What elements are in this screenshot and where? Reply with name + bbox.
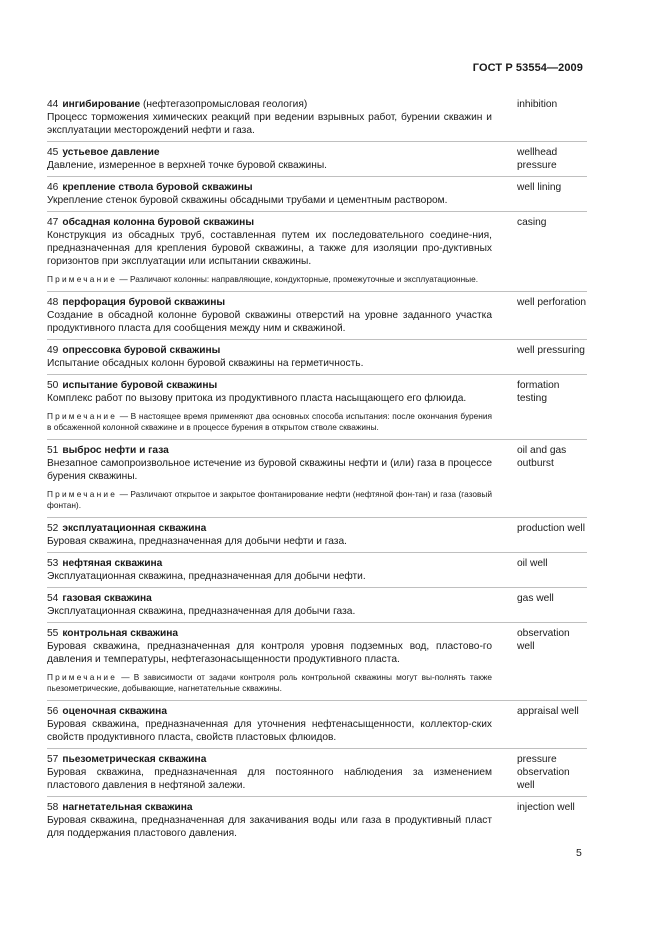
term-name: выброс нефти и газа <box>62 444 169 456</box>
term-english: well pressuring <box>517 344 585 356</box>
term-english: oil well <box>517 557 548 569</box>
term-name: оценочная скважина <box>62 705 167 717</box>
note-text: — В настоящее время применяют два основных способа испытания: после окончания бурения в обсаженной колонной скважине и в процессе бурения в открытом стволе скважины. <box>47 410 492 432</box>
note-text: — В зависимости от задачи контроля роль контрольной скважины могут вы-полнять также пьезометрические, добывающие, нагнетательные скважины. <box>47 671 492 693</box>
term-definition: Конструкция из обсадных труб, составленная путем их последовательного соедине-ния, предназначенная для крепления буровой скважины, а также для изоляции про-дуктивных горизонтов при эксплуатации или испытании скважины. <box>47 230 492 267</box>
term-note <box>47 274 492 286</box>
term-english: observation well <box>517 627 570 652</box>
term-number: 52 <box>47 522 59 534</box>
term-heading <box>47 379 492 392</box>
term-definition: Буровая скважина, предназначенная для добычи нефти и газа. <box>47 535 347 547</box>
term-ru-block <box>47 753 492 792</box>
term-ru-block <box>47 146 492 172</box>
term-definition: Процесс торможения химических реакций при ведении взрывных работ, бурении скважин и эксплуатации месторождений нефти и газа. <box>47 112 492 136</box>
term-english: well perforation <box>517 296 587 308</box>
term-entry <box>47 705 587 749</box>
term-number: 48 <box>47 296 59 308</box>
term-entry <box>47 344 587 375</box>
term-number: 49 <box>47 344 59 356</box>
term-definition: Укрепление стенок буровой скважины обсадными трубами и цементным раствором. <box>47 195 448 206</box>
term-heading <box>47 216 492 229</box>
term-ru-block <box>47 344 492 370</box>
term-definition: Внезапное самопроизвольное истечение из буровой скважины нефти и (или) газа в процессе бурения скважины. <box>47 457 492 482</box>
term-entry <box>47 592 587 623</box>
page-number: 5 <box>576 847 582 859</box>
term-ru-block <box>47 801 492 840</box>
term-english: production well <box>517 522 585 534</box>
term-heading <box>47 705 492 718</box>
term-entry <box>47 146 587 177</box>
term-heading <box>47 522 492 535</box>
term-ru-block <box>47 627 492 696</box>
term-definition: Комплекс работ по вызову притока из продуктивного пласта насыщающего его флюида. <box>47 392 467 404</box>
term-name: опрессовка буровой скважины <box>62 344 221 356</box>
term-name: пьезометрическая скважина <box>62 753 207 765</box>
term-definition: Буровая скважина, предназначенная для уточнения нефтенасыщенности, коллектор-ских свойств продуктивного пласта, свойств пластовых флюидов. <box>47 718 492 743</box>
term-definition: Буровая скважина, предназначенная для контроля уровня подземных вод, пластово-го давления и температуры, нефтегазонасыщенности продуктивного пласта. <box>47 640 492 665</box>
term-number: 58 <box>47 801 59 813</box>
term-name: перфорация буровой скважины <box>62 296 226 308</box>
term-name: нагнетательная скважина <box>62 801 193 813</box>
term-number: 44 <box>47 99 59 110</box>
term-number: 51 <box>47 444 59 456</box>
note-label: Примечание <box>47 488 118 499</box>
term-entry <box>47 379 587 440</box>
term-number: 46 <box>47 182 59 193</box>
term-english: appraisal well <box>517 705 579 717</box>
term-entry <box>47 557 587 588</box>
term-english: well lining <box>517 182 562 193</box>
term-name: контрольная скважина <box>62 627 179 639</box>
term-definition: Испытание обсадных колонн буровой скважины на герметичность. <box>47 357 364 369</box>
term-number: 50 <box>47 379 59 391</box>
term-number: 56 <box>47 705 59 717</box>
term-heading <box>47 557 492 570</box>
term-heading <box>47 181 492 194</box>
term-english: formation testing <box>517 379 560 404</box>
note-text: — Различают открытое и закрытое фонтанирование нефти (нефтяной фон-тан) и газа (газовый фонтан). <box>47 488 492 510</box>
term-number: 45 <box>47 147 59 158</box>
term-entry <box>47 627 587 701</box>
term-entry <box>47 98 587 142</box>
term-heading <box>47 592 492 605</box>
term-heading <box>47 444 492 457</box>
term-heading <box>47 296 492 309</box>
note-label: Примечание <box>47 410 118 421</box>
term-name: нефтяная скважина <box>62 557 163 569</box>
term-number: 55 <box>47 627 59 639</box>
term-note <box>47 489 492 512</box>
term-ru-block <box>47 557 492 583</box>
term-name: газовая скважина <box>62 592 152 604</box>
term-definition: Эксплуатационная скважина, предназначенная для добычи нефти. <box>47 570 366 582</box>
term-ru-block <box>47 296 492 335</box>
term-definition: Эксплуатационная скважина, предназначенная для добычи газа. <box>47 605 356 617</box>
term-number: 54 <box>47 592 59 604</box>
term-english: gas well <box>517 592 554 604</box>
term-name: ингибирование <box>62 99 141 110</box>
term-english: injection well <box>517 801 575 813</box>
term-definition: Буровая скважина, предназначенная для постоянного наблюдения за изменением пластового давления в нефтяной залежи. <box>47 766 492 791</box>
note-label: Примечание <box>47 274 118 284</box>
term-number: 53 <box>47 557 59 569</box>
term-english: oil and gas outburst <box>517 444 567 469</box>
term-name: крепление ствола буровой скважины <box>62 182 253 193</box>
term-ru-block <box>47 216 492 287</box>
term-entry <box>47 753 587 797</box>
term-english: inhibition <box>517 99 558 110</box>
term-heading <box>47 627 492 640</box>
term-name: эксплуатационная скважина <box>62 522 207 534</box>
term-ru-block <box>47 181 492 207</box>
term-english: wellhead pressure <box>517 147 558 171</box>
term-name: обсадная колонна буровой скважины <box>62 217 255 228</box>
term-qualifier: (нефтегазопромысловая геология) <box>140 99 308 110</box>
term-number: 57 <box>47 753 59 765</box>
term-english: pressure observation well <box>517 753 570 791</box>
terms-list <box>47 98 587 848</box>
term-entry <box>47 522 587 553</box>
term-note <box>47 672 492 695</box>
term-ru-block <box>47 444 492 513</box>
document-code: ГОСТ Р 53554—2009 <box>472 62 583 74</box>
term-heading <box>47 344 492 357</box>
term-definition: Буровая скважина, предназначенная для закачивания воды или газа в продуктивный пласт для поддержания пластового давления. <box>47 814 492 839</box>
term-heading <box>47 753 492 766</box>
term-heading <box>47 801 492 814</box>
term-note <box>47 411 492 434</box>
term-ru-block <box>47 592 492 618</box>
term-name: устьевое давление <box>62 147 160 158</box>
term-entry <box>47 296 587 340</box>
term-entry <box>47 444 587 518</box>
term-ru-block <box>47 705 492 744</box>
term-ru-block <box>47 98 492 137</box>
term-entry <box>47 216 587 292</box>
term-heading <box>47 98 492 111</box>
term-ru-block <box>47 522 492 548</box>
note-text: — Различают колонны: направляющие, кондукторные, промежуточные и эксплуатационные. <box>119 274 479 284</box>
term-english: casing <box>517 217 547 228</box>
term-heading <box>47 146 492 159</box>
term-name: испытание буровой скважины <box>62 379 218 391</box>
term-definition: Давление, измеренное в верхней точке буровой скважины. <box>47 160 328 171</box>
term-entry <box>47 181 587 212</box>
term-ru-block <box>47 379 492 435</box>
note-label: Примечание <box>47 671 118 682</box>
term-definition: Создание в обсадной колонне буровой скважины отверстий на уровне заданного участка продуктивного пласта для сообщения между ним и скважиной. <box>47 309 492 334</box>
term-entry <box>47 801 587 844</box>
term-number: 47 <box>47 217 59 228</box>
